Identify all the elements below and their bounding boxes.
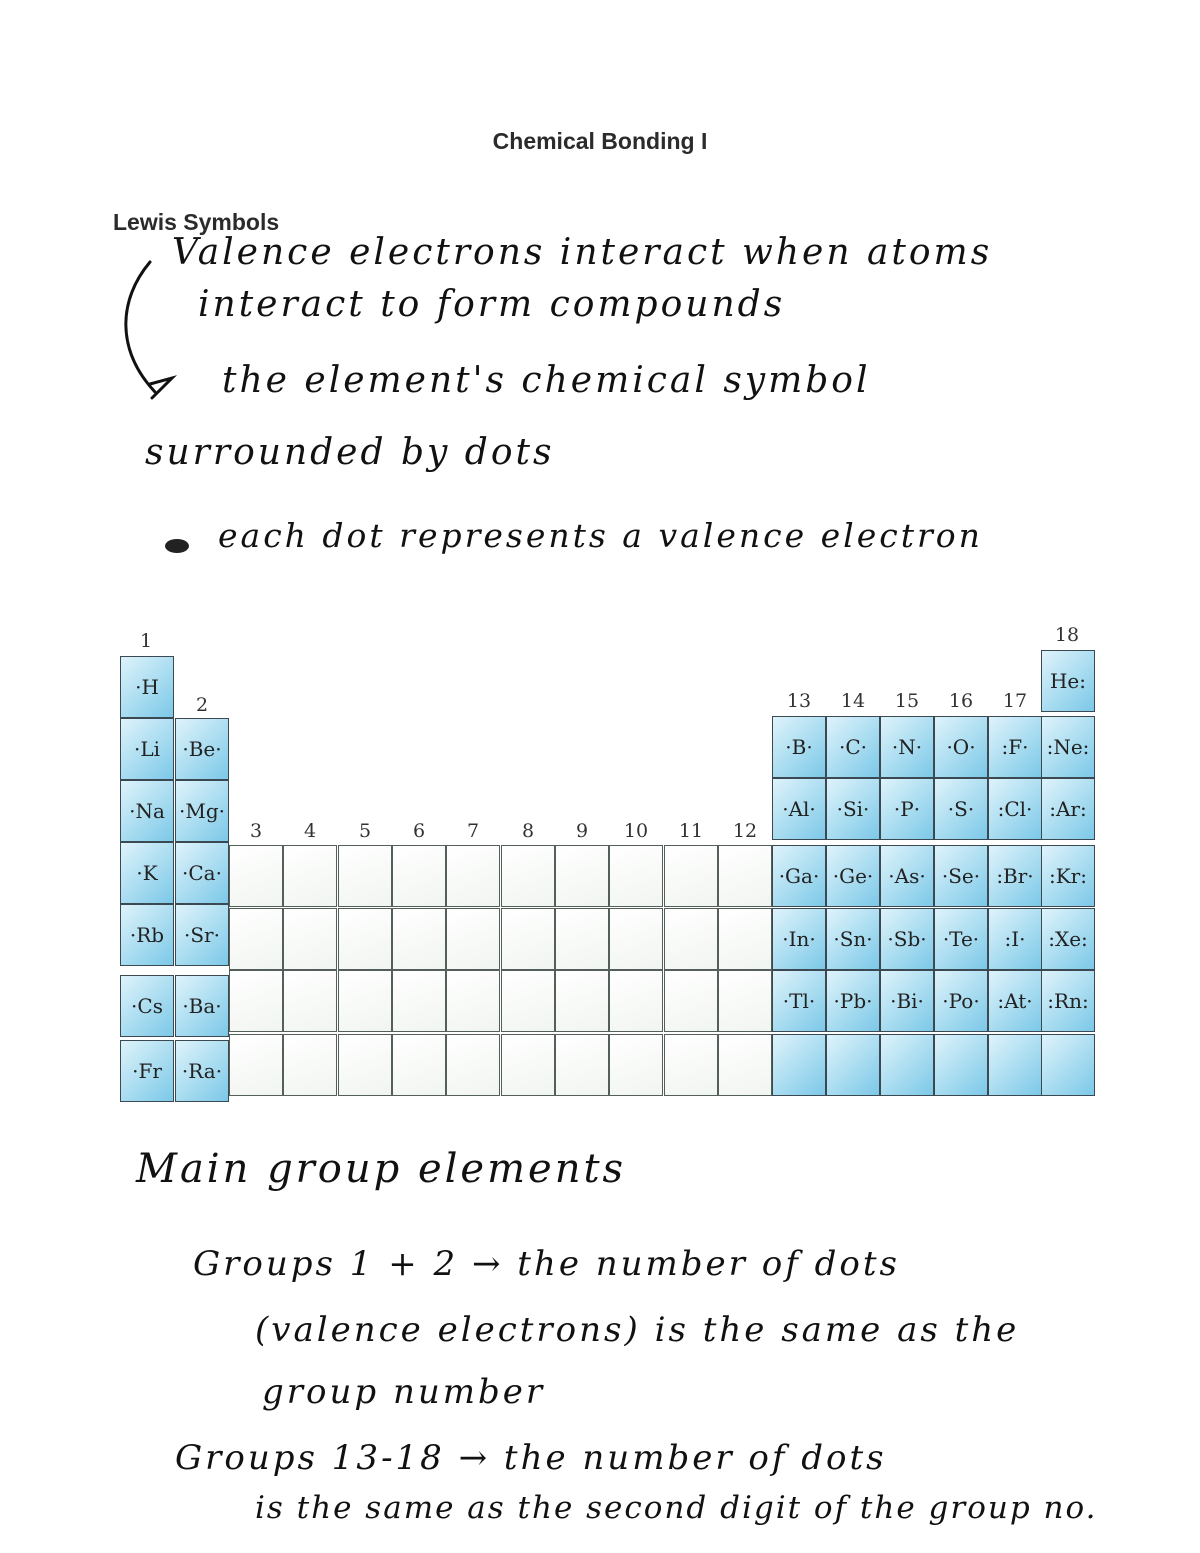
- element-cell: ·S·: [934, 778, 988, 840]
- group-label: 12: [732, 820, 758, 842]
- group-label: 1: [139, 630, 153, 652]
- element-cell: ·Se·: [934, 845, 988, 907]
- element-cell: :Kr:: [1041, 845, 1095, 907]
- page-title: Chemical Bonding I: [492, 128, 708, 154]
- transition-cell-empty: [283, 970, 337, 1032]
- element-cell-empty: [988, 1034, 1042, 1096]
- element-cell: ·Sb·: [880, 908, 934, 970]
- element-cell-empty: [1041, 1034, 1095, 1096]
- element-cell: :Cl·: [988, 778, 1042, 840]
- transition-cell-empty: [664, 1034, 718, 1096]
- group-label: 8: [521, 820, 535, 842]
- group-label: 13: [786, 690, 812, 712]
- element-cell: ·Sn·: [826, 908, 880, 970]
- element-cell-empty: [880, 1034, 934, 1096]
- element-cell: ·Ga·: [772, 845, 826, 907]
- element-cell: ·Si·: [826, 778, 880, 840]
- element-cell: ·N·: [880, 716, 934, 778]
- note-line-3: the element's chemical symbol: [222, 360, 871, 401]
- element-cell: ·H: [120, 656, 174, 718]
- transition-cell-empty: [283, 845, 337, 907]
- element-cell: ·Ra·: [175, 1040, 229, 1102]
- element-cell: :Ne:: [1041, 716, 1095, 778]
- transition-cell-empty: [338, 1034, 392, 1096]
- group-label: 18: [1054, 624, 1080, 646]
- group-label: 14: [840, 690, 866, 712]
- note-line-4: surrounded by dots: [145, 432, 555, 473]
- section-heading: Lewis Symbols: [113, 209, 280, 235]
- group-label: 10: [623, 820, 649, 842]
- note-line-valence: (valence electrons) is the same as the: [255, 1310, 1020, 1350]
- transition-cell-empty: [718, 908, 772, 970]
- element-cell: ·Mg·: [175, 780, 229, 842]
- group-label: 16: [948, 690, 974, 712]
- transition-cell-empty: [229, 1034, 283, 1096]
- transition-cell-empty: [609, 845, 663, 907]
- group-label: 9: [575, 820, 589, 842]
- transition-cell-empty: [229, 845, 283, 907]
- transition-cell-empty: [718, 1034, 772, 1096]
- element-cell: :Br·: [988, 845, 1042, 907]
- transition-cell-empty: [338, 845, 392, 907]
- element-cell: He:: [1041, 650, 1095, 712]
- element-cell: ·B·: [772, 716, 826, 778]
- transition-cell-empty: [229, 970, 283, 1032]
- element-cell-empty: [934, 1034, 988, 1096]
- transition-cell-empty: [664, 970, 718, 1032]
- element-cell: :Ar:: [1041, 778, 1095, 840]
- element-cell: ·Tl·: [772, 970, 826, 1032]
- note-line-groups-1-2: Groups 1 + 2 → the number of dots: [193, 1244, 900, 1284]
- element-cell: :Rn:: [1041, 970, 1095, 1032]
- element-cell: ·Po·: [934, 970, 988, 1032]
- transition-cell-empty: [501, 908, 555, 970]
- transition-cell-empty: [392, 1034, 446, 1096]
- group-label: 6: [412, 820, 426, 842]
- note-line-group-number: group number: [262, 1372, 546, 1412]
- element-cell: ·P·: [880, 778, 934, 840]
- group-label: 7: [466, 820, 480, 842]
- transition-cell-empty: [609, 1034, 663, 1096]
- group-label: 15: [894, 690, 920, 712]
- transition-cell-empty: [501, 970, 555, 1032]
- transition-cell-empty: [555, 970, 609, 1032]
- group-label: 11: [678, 820, 704, 842]
- element-cell: ·Li: [120, 718, 174, 780]
- transition-cell-empty: [718, 845, 772, 907]
- element-cell-empty: [772, 1034, 826, 1096]
- element-cell: ·Ca·: [175, 842, 229, 904]
- group-label: 5: [358, 820, 372, 842]
- element-cell: :Xe:: [1041, 908, 1095, 970]
- transition-cell-empty: [718, 970, 772, 1032]
- element-cell: :I·: [988, 908, 1042, 970]
- group-label: 2: [195, 694, 209, 716]
- transition-cell-empty: [283, 1034, 337, 1096]
- note-line-groups-13-18: Groups 13-18 → the number of dots: [175, 1438, 887, 1478]
- transition-cell-empty: [446, 970, 500, 1032]
- annotation-marks: [0, 0, 1200, 620]
- element-cell: ·Fr: [120, 1040, 174, 1102]
- transition-cell-empty: [609, 908, 663, 970]
- element-cell: ·Ge·: [826, 845, 880, 907]
- transition-cell-empty: [664, 908, 718, 970]
- transition-cell-empty: [555, 1034, 609, 1096]
- transition-cell-empty: [555, 908, 609, 970]
- transition-cell-empty: [392, 845, 446, 907]
- note-line-1: Valence electrons interact when atoms: [172, 232, 993, 273]
- note-line-2: interact to form compounds: [198, 284, 786, 325]
- element-cell-empty: [826, 1034, 880, 1096]
- bracket-arrow: [126, 262, 172, 398]
- transition-cell-empty: [283, 908, 337, 970]
- transition-cell-empty: [392, 908, 446, 970]
- element-cell: ·Ba·: [175, 975, 229, 1037]
- element-cell: ·In·: [772, 908, 826, 970]
- group-label: 3: [249, 820, 263, 842]
- transition-cell-empty: [338, 908, 392, 970]
- transition-cell-empty: [446, 1034, 500, 1096]
- transition-cell-empty: [446, 845, 500, 907]
- bullet-dot: [165, 539, 189, 553]
- element-cell: ·Cs: [120, 975, 174, 1037]
- transition-cell-empty: [664, 845, 718, 907]
- element-cell: ·K: [120, 842, 174, 904]
- group-label: 4: [303, 820, 317, 842]
- element-cell: ·Sr·: [175, 904, 229, 966]
- transition-cell-empty: [229, 908, 283, 970]
- transition-cell-empty: [392, 970, 446, 1032]
- element-cell: ·Be·: [175, 718, 229, 780]
- element-cell: ·As·: [880, 845, 934, 907]
- element-cell: ·Na: [120, 780, 174, 842]
- element-cell: ·Te·: [934, 908, 988, 970]
- element-cell: ·Pb·: [826, 970, 880, 1032]
- element-cell: :F·: [988, 716, 1042, 778]
- transition-cell-empty: [501, 1034, 555, 1096]
- transition-cell-empty: [609, 970, 663, 1032]
- note-heading-main-group: Main group elements: [136, 1146, 627, 1192]
- group-label: 17: [1002, 690, 1028, 712]
- note-line-5: each dot represents a valence electron: [218, 516, 983, 555]
- transition-cell-empty: [338, 970, 392, 1032]
- element-cell: ·C·: [826, 716, 880, 778]
- element-cell: ·O·: [934, 716, 988, 778]
- element-cell: ·Rb: [120, 904, 174, 966]
- transition-cell-empty: [555, 845, 609, 907]
- element-cell: :At·: [988, 970, 1042, 1032]
- transition-cell-empty: [446, 908, 500, 970]
- element-cell: ·Bi·: [880, 970, 934, 1032]
- element-cell: ·Al·: [772, 778, 826, 840]
- transition-cell-empty: [501, 845, 555, 907]
- note-line-second-digit: is the same as the second digit of the group no.: [255, 1490, 1098, 1526]
